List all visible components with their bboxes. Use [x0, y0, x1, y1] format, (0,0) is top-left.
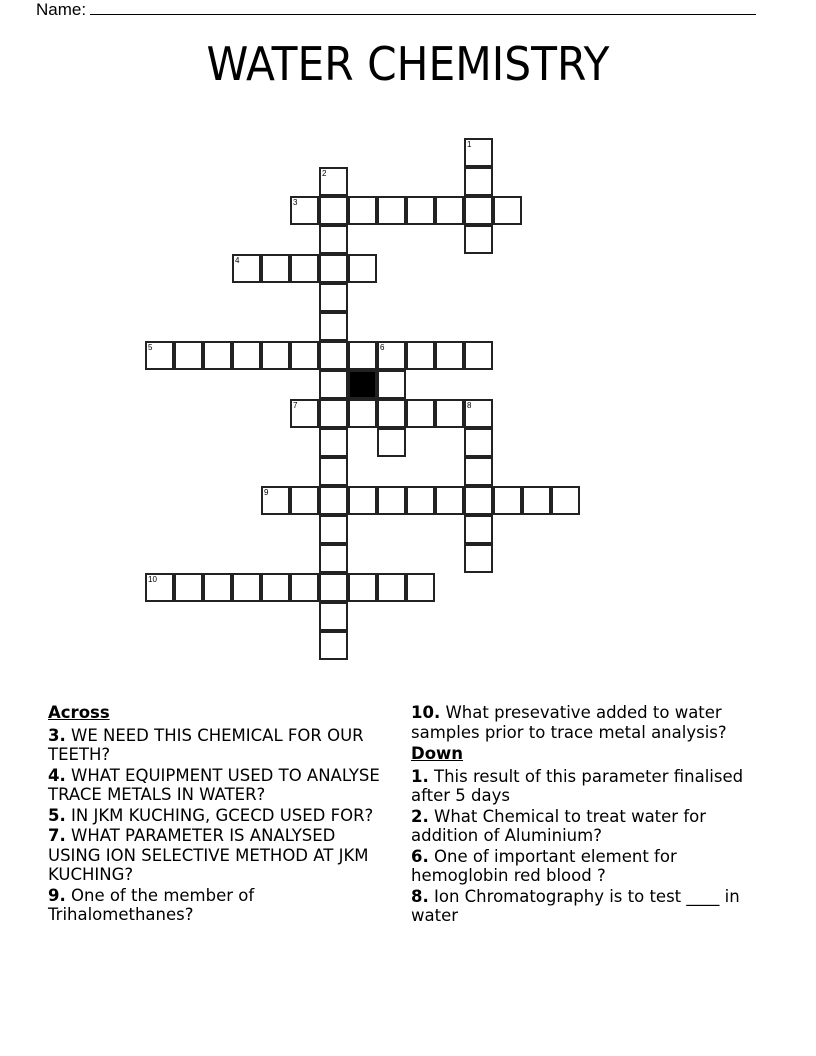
- clue-number: 9: [264, 488, 269, 497]
- name-field[interactable]: [36, 0, 756, 20]
- grid-cell[interactable]: [435, 196, 464, 225]
- grid-cell[interactable]: [319, 486, 348, 515]
- grid-cell[interactable]: [319, 196, 348, 225]
- grid-cell[interactable]: [377, 341, 406, 370]
- clue-num: 6.: [411, 846, 429, 866]
- grid-cell[interactable]: [319, 370, 348, 399]
- clue-number: 1: [467, 140, 472, 149]
- grid-cell[interactable]: [464, 428, 493, 457]
- clue-num: 4.: [48, 765, 66, 785]
- clue-num: 1.: [411, 766, 429, 786]
- grid-cell[interactable]: [406, 341, 435, 370]
- grid-cell[interactable]: [464, 225, 493, 254]
- grid-cell[interactable]: [319, 312, 348, 341]
- grid-cell[interactable]: [319, 515, 348, 544]
- grid-cell[interactable]: [319, 225, 348, 254]
- clue-number: 4: [235, 256, 240, 265]
- grid-cell[interactable]: [232, 573, 261, 602]
- grid-cell[interactable]: [319, 457, 348, 486]
- grid-cell[interactable]: [464, 167, 493, 196]
- clue-number: 8: [467, 401, 472, 410]
- grid-cell[interactable]: [348, 341, 377, 370]
- grid-cell[interactable]: [174, 573, 203, 602]
- grid-cell[interactable]: [145, 341, 174, 370]
- clue-number: 7: [293, 401, 298, 410]
- clue-item: [48, 886, 393, 925]
- grid-cell[interactable]: [348, 399, 377, 428]
- page-title: WATER CHEMISTRY: [206, 37, 610, 91]
- black-cell: [348, 370, 377, 399]
- grid-cell[interactable]: [319, 573, 348, 602]
- clue-text: Ion Chromatography is to test ____ in water: [411, 886, 740, 925]
- clue-text: IN JKM KUCHING, GCECD USED FOR?: [71, 805, 374, 825]
- clue-text: What presevative added to water samples prior to trace metal analysis?: [411, 703, 727, 742]
- clue-num: 7.: [48, 826, 66, 845]
- grid-cell[interactable]: [348, 486, 377, 515]
- grid-cell[interactable]: [493, 196, 522, 225]
- grid-cell[interactable]: [145, 573, 174, 602]
- grid-cell[interactable]: [377, 428, 406, 457]
- grid-cell[interactable]: [406, 573, 435, 602]
- grid-cell[interactable]: [261, 254, 290, 283]
- clue-text: One of important element for hemoglobin red blood ?: [411, 846, 677, 885]
- grid-cell[interactable]: [464, 138, 493, 167]
- grid-cell[interactable]: [203, 573, 232, 602]
- clue-item: [411, 807, 761, 846]
- clue-item: [48, 826, 393, 885]
- clue-item: [48, 806, 393, 826]
- grid-cell[interactable]: [464, 457, 493, 486]
- grid-cell[interactable]: [406, 486, 435, 515]
- clue-num: 10.: [411, 703, 441, 722]
- grid-cell[interactable]: [319, 631, 348, 660]
- grid-cell[interactable]: [319, 283, 348, 312]
- clue-number: 6: [380, 343, 385, 352]
- grid-cell[interactable]: [290, 254, 319, 283]
- grid-cell[interactable]: [464, 196, 493, 225]
- clue-number: 5: [148, 343, 153, 352]
- grid-cell[interactable]: [348, 196, 377, 225]
- grid-cell[interactable]: [261, 341, 290, 370]
- grid-cell[interactable]: [290, 399, 319, 428]
- clue-item: [48, 766, 393, 805]
- clue-text: One of the member of Trihalomethanes?: [48, 885, 255, 924]
- clue-num: 8.: [411, 886, 429, 906]
- name-line[interactable]: [90, 0, 756, 15]
- grid-cell[interactable]: [551, 486, 580, 515]
- grid-cell[interactable]: [319, 254, 348, 283]
- grid-cell[interactable]: [261, 486, 290, 515]
- grid-cell[interactable]: [290, 196, 319, 225]
- clue-text: What Chemical to treat water for addition of Aluminium?: [411, 806, 707, 845]
- grid-cell[interactable]: [203, 341, 232, 370]
- grid-cell[interactable]: [348, 573, 377, 602]
- grid-cell[interactable]: [348, 254, 377, 283]
- grid-cell[interactable]: [290, 573, 319, 602]
- clue-num: 9.: [48, 885, 66, 905]
- down-header: Down: [411, 744, 464, 763]
- grid-cell[interactable]: [377, 370, 406, 399]
- grid-cell[interactable]: [435, 399, 464, 428]
- grid-cell[interactable]: [319, 544, 348, 573]
- grid-cell[interactable]: [435, 486, 464, 515]
- clue-text: WHAT EQUIPMENT USED TO ANALYSE TRACE METALS IN WATER?: [48, 765, 380, 804]
- grid-cell[interactable]: [261, 573, 290, 602]
- grid-cell[interactable]: [522, 486, 551, 515]
- grid-cell[interactable]: [377, 486, 406, 515]
- clue-item: [411, 847, 761, 886]
- grid-cell[interactable]: [290, 486, 319, 515]
- grid-cell[interactable]: [464, 341, 493, 370]
- clues-right-column: [411, 703, 761, 927]
- name-label: Name:: [36, 0, 87, 19]
- clue-item: [411, 767, 761, 806]
- clue-item: [411, 887, 761, 926]
- clue-text: This result of this parameter finalised after 5 days: [411, 766, 744, 805]
- clue-text: WE NEED THIS CHEMICAL FOR OUR TEETH?: [48, 725, 364, 764]
- grid-cell[interactable]: [464, 515, 493, 544]
- grid-cell[interactable]: [319, 341, 348, 370]
- grid-cell[interactable]: [435, 341, 464, 370]
- grid-cell[interactable]: [464, 486, 493, 515]
- grid-cell[interactable]: [319, 167, 348, 196]
- clue-num: 5.: [48, 805, 66, 825]
- clue-number: 10: [148, 575, 157, 584]
- grid-cell[interactable]: [174, 341, 203, 370]
- grid-cell[interactable]: [377, 573, 406, 602]
- clue-item: [48, 726, 393, 765]
- clue-num: 3.: [48, 725, 66, 745]
- grid-cell[interactable]: [319, 428, 348, 457]
- grid-cell[interactable]: [319, 399, 348, 428]
- grid-cell[interactable]: [377, 196, 406, 225]
- clue-number: 3: [293, 198, 298, 207]
- grid-cell[interactable]: [319, 602, 348, 631]
- clue-number: 2: [322, 169, 327, 178]
- clues-left-column: [48, 703, 393, 926]
- grid-cell[interactable]: [406, 399, 435, 428]
- grid-cell[interactable]: [290, 341, 319, 370]
- grid-cell[interactable]: [493, 486, 522, 515]
- grid-cell[interactable]: [232, 254, 261, 283]
- grid-cell[interactable]: [377, 399, 406, 428]
- across-header: Across: [48, 703, 110, 722]
- grid-cell[interactable]: [464, 544, 493, 573]
- grid-cell[interactable]: [464, 399, 493, 428]
- grid-cell[interactable]: [232, 341, 261, 370]
- clue-num: 2.: [411, 806, 429, 826]
- grid-cell[interactable]: [406, 196, 435, 225]
- clue-text: WHAT PARAMETER IS ANALYSED USING ION SELECTIVE METHOD AT JKM KUCHING?: [48, 826, 369, 884]
- clue-item: [411, 703, 761, 742]
